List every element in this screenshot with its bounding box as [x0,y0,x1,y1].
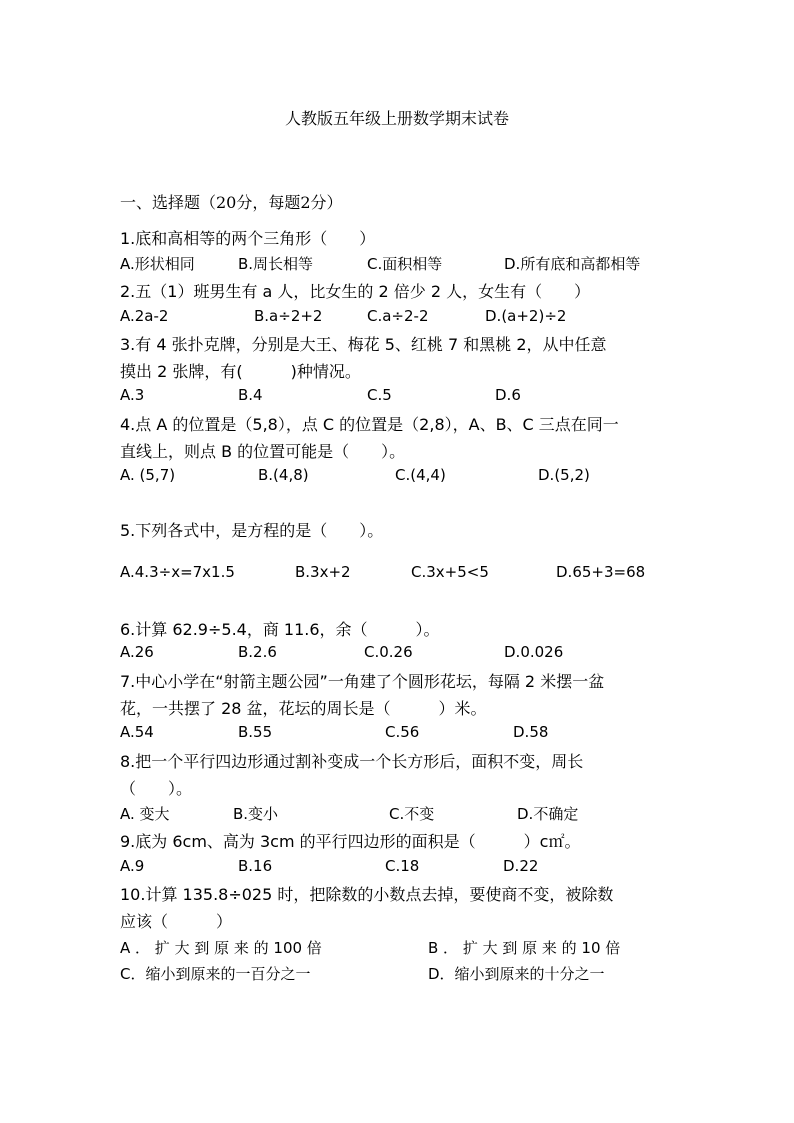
question-4-options [0,466,794,488]
question-7-stem-line-1: 7.中心小学在“射箭主题公园”一角建了个圆形花坛，每隔 2 米摆一盆 [120,672,605,691]
option-a: A.9 [120,857,145,875]
option-c: C.3x+5<5 [411,563,489,581]
option-a: A.54 [120,723,154,741]
option-c: C.0.26 [364,643,413,661]
question-3-stem-line-1: 3.有 4 张扑克牌，分别是大王、梅花 5、红桃 7 和黑桃 2，从中任意 [120,335,607,354]
option-d: D.0.026 [504,643,564,661]
option-c: C.56 [385,723,420,741]
option-c: C.(4,4) [395,466,446,484]
question-2-stem: 2.五（1）班男生有 a 人，比女生的 2 倍少 2 人，女生有（ ） [120,282,591,301]
option-b: B.周长相等 [238,255,314,273]
option-c: C.面积相等 [367,255,443,273]
option-a: A. 变大 [120,805,170,823]
option-b: B.变小 [233,805,279,823]
question-5-options [0,563,794,585]
option-a: A. (5,7) [120,466,176,484]
question-9-options [0,857,794,879]
question-8-options [0,803,794,825]
question-4-stem-line-2: 直线上，则点 B 的位置可能是（ ）。 [120,442,406,461]
option-b: B.a÷2+2 [254,307,323,325]
option-d: D.(a+2)÷2 [485,307,567,325]
option-d: D．缩小到原来的十分之一 [428,965,605,983]
question-10-options-row-2 [0,963,794,985]
option-b: B ． 扩 大 到 原 来 的 10 倍 [428,939,621,957]
question-10-stem-line-2: 应该（ ） [120,912,233,931]
option-c: C.18 [385,857,420,875]
question-7-stem-line-2: 花，一共摆了 28 盆，花坛的周长是（ ）米。 [120,699,487,718]
question-6-stem: 6.计算 62.9÷5.4，商 11.6，余（ ）。 [120,620,440,639]
option-a: A.形状相同 [120,255,195,273]
question-9-stem: 9.底为 6cm、高为 3cm 的平行四边形的面积是（ ）c㎡。 [120,832,581,851]
option-d: D.65+3=68 [556,563,646,581]
option-b: B.55 [238,723,273,741]
option-b: B.4 [238,386,263,404]
option-d: D.58 [513,723,549,741]
option-b: B.16 [238,857,273,875]
question-10-stem-line-1: 10.计算 135.8÷025 时，把除数的小数点去掉，要使商不变，被除数 [120,885,614,904]
question-10-options-row-1 [0,937,794,959]
option-d: D.不确定 [517,805,579,823]
page-title: 人教版五年级上册数学期末试卷 [284,109,509,128]
option-c: C．缩小到原来的一百分之一 [120,965,311,983]
question-8-stem-line-1: 8.把一个平行四边形通过割补变成一个长方形后，面积不变，周长 [120,752,584,771]
option-b: B.(4,8) [258,466,309,484]
option-c: C.不变 [389,805,435,823]
question-1-options [0,253,794,275]
question-3-options [0,386,794,408]
option-a: A.26 [120,643,154,661]
option-b: B.2.6 [238,643,277,661]
option-a: A.4.3÷x=7x1.5 [120,563,235,581]
option-d: D.(5,2) [538,466,590,484]
question-4-stem-line-1: 4.点 A 的位置是（5,8），点 C 的位置是（2,8），A、B、C 三点在同一 [120,415,619,434]
question-5-stem: 5.下列各式中，是方程的是（ ）。 [120,521,384,540]
question-3-stem-line-2: 摸出 2 张牌，有( )种情况。 [120,362,361,381]
question-2-options [0,307,794,329]
option-d: D.22 [503,857,539,875]
question-1-stem: 1.底和高相等的两个三角形（ ） [120,229,376,248]
option-c: C.5 [367,386,392,404]
option-a: A.3 [120,386,145,404]
option-d: D.所有底和高都相等 [504,255,641,273]
option-b: B.3x+2 [295,563,351,581]
option-a: A.2a-2 [120,307,169,325]
question-6-options [0,643,794,665]
option-d: D.6 [495,386,521,404]
option-c: C.a÷2-2 [367,307,429,325]
question-7-options [0,723,794,745]
section-heading: 一、选择题（20分，每题2分） [120,193,343,212]
option-a: A ． 扩 大 到 原 来 的 100 倍 [120,939,322,957]
question-8-stem-line-2: （ ）。 [120,779,193,798]
